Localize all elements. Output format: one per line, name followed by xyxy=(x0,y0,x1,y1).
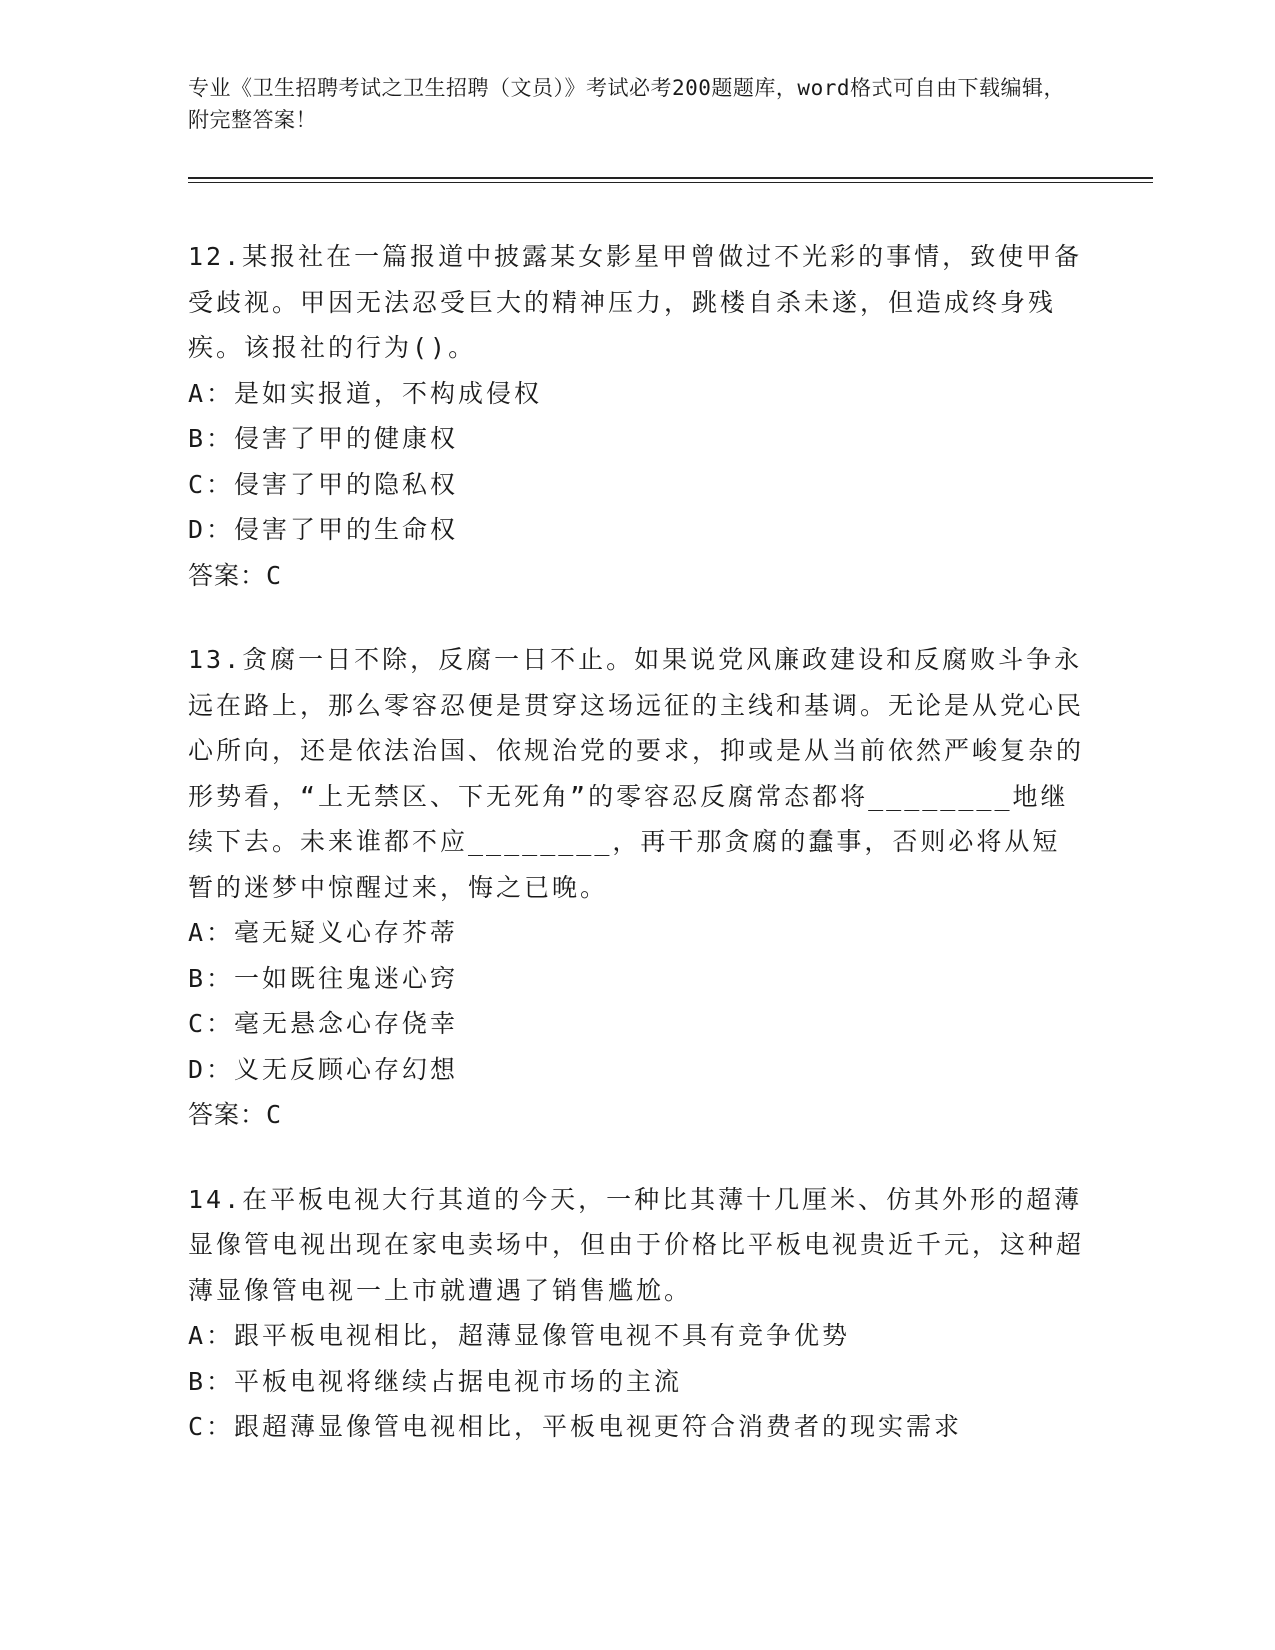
option-b: B：侵害了甲的健康权 xyxy=(188,424,459,453)
question-14 xyxy=(188,1177,1088,1450)
question-13 xyxy=(188,637,1088,1138)
question-stem: 12.某报社在一篇报道中披露某女影星甲曾做过不光彩的事情，致使甲备受歧视。甲因无法忍受巨大的精神压力，跳楼自杀未遂，但造成终身残疾。该报社的行为()。 xyxy=(188,242,1083,362)
option-d: D：侵害了甲的生命权 xyxy=(188,515,459,544)
header-divider-bottom xyxy=(188,182,1153,183)
option-b: B：平板电视将继续占据电视市场的主流 xyxy=(188,1366,683,1396)
question-stem: 14.在平板电视大行其道的今天，一种比其薄十几厘米、仿其外形的超薄显像管电视出现在家电卖场中，但由于价格比平板电视贵近千元，这种超薄显像管电视一上市就遭遇了销售尴尬。 xyxy=(188,1184,1085,1305)
answer-label: 答案：C xyxy=(188,560,283,590)
question-12 xyxy=(188,234,1088,598)
option-b: B：一如既往鬼迷心窍 xyxy=(188,963,459,993)
question-stem: 13.贪腐一日不除，反腐一日不止。如果说党风廉政建设和反腐败斗争永远在路上，那么零容忍便是贯穿这场远征的主线和基调。无论是从党心民心所向，还是依法治国、依规治党的要求，抑或是从当前依然严峻复杂的形势看，“上无禁区、下无死角”的零容忍反腐常态都将________地继续下去。未来谁都不应________，再干那贪腐的蠢事，否则必将从短暂的迷梦中惊醒过来，悔之已晚。 xyxy=(188,645,1085,902)
header-divider-top xyxy=(188,177,1153,179)
option-c: C：侵害了甲的隐私权 xyxy=(188,469,459,499)
option-d: D：义无反顾心存幻想 xyxy=(188,1054,459,1084)
answer-label: 答案：C xyxy=(188,1100,283,1129)
option-c: C：毫无悬念心存侥幸 xyxy=(188,1009,459,1038)
option-a: A：是如实报道，不构成侵权 xyxy=(188,378,543,408)
document-header: 专业《卫生招聘考试之卫生招聘（文员）》考试必考200题题库，word格式可自由下载编辑，附完整答案！ xyxy=(188,76,1065,132)
question-list xyxy=(188,234,1088,1489)
option-a: A：毫无疑义心存芥蒂 xyxy=(188,918,459,947)
option-c: C：跟超薄显像管电视相比，平板电视更符合消费者的现实需求 xyxy=(188,1412,963,1441)
option-a: A：跟平板电视相比，超薄显像管电视不具有竞争优势 xyxy=(188,1321,851,1350)
